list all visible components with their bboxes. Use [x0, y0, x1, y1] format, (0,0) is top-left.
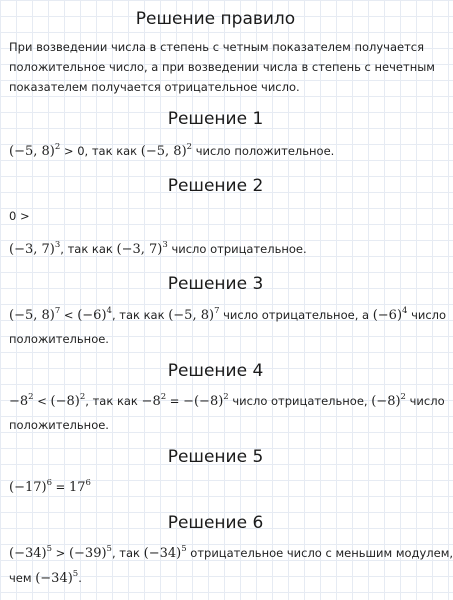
text-fragment: число положительное.: [192, 144, 335, 158]
math-expr: 17: [68, 480, 86, 495]
text-fragment: , так: [111, 546, 144, 560]
solution-2-line-2: [9, 241, 425, 258]
math-expr: (−5, 8): [9, 144, 55, 159]
solution-4-heading: Решение 4: [167, 361, 264, 381]
math-exponent: 2: [223, 392, 229, 402]
math-exponent: 2: [54, 142, 61, 152]
text-fragment: <: [33, 394, 51, 408]
math-exponent: 5: [106, 544, 112, 554]
text-fragment: чем: [9, 571, 36, 585]
math-exponent: 6: [46, 478, 52, 488]
math-expr: (−34): [143, 546, 182, 561]
math-expr: (−17): [9, 480, 47, 495]
text-fragment: отрицательное число с меньшим модулем,: [186, 546, 453, 560]
math-expr: −(−8): [183, 394, 224, 409]
math-exponent: 2: [400, 392, 406, 402]
math-exponent: 4: [402, 306, 408, 316]
text-fragment: , так как: [60, 242, 117, 256]
rule-heading: Решение правило: [135, 9, 296, 29]
rule-text-line-3: показателем получается отрицательное число.: [9, 80, 300, 94]
math-expr: (−5, 8): [140, 144, 187, 159]
solution-3-line-2: [9, 331, 425, 347]
solution-4-line-2: [9, 417, 425, 433]
math-expr: (−34): [9, 546, 47, 561]
math-expr: −8: [9, 394, 29, 409]
math-expr: (−3, 7): [116, 242, 163, 257]
rule-text-line-1: При возведении числа в степень с четным показателем получается: [9, 40, 425, 54]
math-exponent: 5: [46, 544, 52, 554]
math-exponent: 3: [162, 240, 168, 250]
math-exponent: 2: [79, 392, 86, 402]
solution-6-line-2: [9, 570, 425, 587]
text-fragment: число отрицательное, а: [219, 308, 373, 322]
text-fragment: =: [166, 394, 184, 408]
text-fragment: >: [52, 546, 69, 560]
text-fragment: , так как: [111, 308, 169, 322]
solution-1-line-1: [9, 143, 425, 160]
math-exponent: 2: [186, 142, 193, 152]
math-exponent: 2: [160, 392, 167, 402]
text-fragment: положительное.: [9, 332, 109, 346]
solution-2-heading: Решение 2: [167, 176, 264, 196]
math-expr: (−8): [50, 394, 80, 409]
math-expr: (−5, 8): [168, 308, 215, 323]
solution-6-heading: Решение 6: [167, 513, 264, 533]
text-fragment: число отрицательное,: [228, 394, 372, 408]
math-expr: (−5, 8): [9, 308, 55, 323]
text-fragment: число: [407, 308, 447, 322]
text-fragment: > 0, так как: [60, 144, 141, 158]
solution-3-line-1: [9, 306, 447, 324]
solution-4-line-1: [9, 392, 445, 410]
math-exponent: 7: [54, 306, 61, 316]
math-expr: (−6): [77, 308, 107, 323]
solution-3-heading: Решение 3: [167, 274, 264, 294]
math-exponent: 6: [85, 478, 91, 488]
math-exponent: 3: [54, 240, 61, 250]
text-fragment: <: [60, 308, 78, 322]
text-fragment: число: [405, 394, 445, 408]
solution-5-heading: Решение 5: [167, 447, 264, 467]
math-expr: (−3, 7): [9, 242, 55, 257]
rule-text-line-2: положительное число, а при возведении числа в степень с нечетным: [9, 60, 435, 74]
text-fragment: .: [78, 571, 82, 585]
solution-6-line-1: [9, 544, 453, 562]
text-fragment: положительное.: [9, 418, 109, 432]
text-fragment: 0 >: [9, 209, 30, 223]
math-expr: (−39): [68, 546, 107, 561]
math-exponent: 7: [214, 306, 220, 316]
text-fragment: , так как: [85, 394, 142, 408]
text-fragment: число отрицательное.: [167, 242, 307, 256]
math-exponent: 4: [106, 306, 112, 316]
math-expr: (−8): [371, 394, 401, 409]
math-expr: −8: [141, 394, 161, 409]
solution-2-line-1: [9, 208, 425, 224]
math-expr: (−34): [35, 571, 73, 586]
math-expr: (−6): [372, 308, 403, 323]
math-exponent: 5: [72, 569, 79, 579]
text-fragment: =: [52, 480, 69, 494]
math-exponent: 2: [28, 392, 34, 402]
math-exponent: 5: [181, 544, 187, 554]
solution-5-line-1: [9, 479, 425, 496]
solution-1-heading: Решение 1: [167, 109, 264, 129]
